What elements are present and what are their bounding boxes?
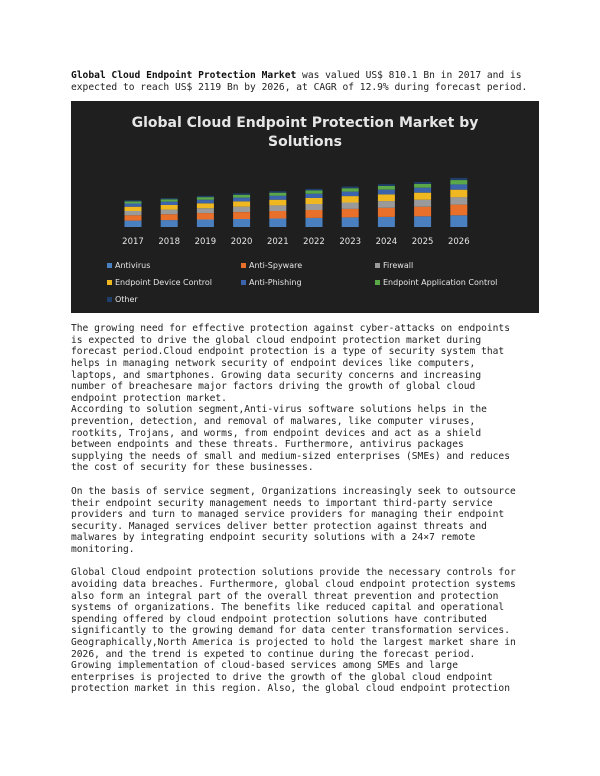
bar-2018-antivirus [161,220,178,227]
bar-2026-antivirus [450,215,467,227]
legend-swatch-5 [241,280,246,285]
bar-2022-endpoint-application-control [306,191,323,194]
bar-2017-other [125,200,142,201]
bar-2025-anti-spyware [414,207,431,217]
bar-2021-other [269,191,286,193]
bar-2022-endpoint-device-control [306,198,323,204]
bar-2020-firewall [233,207,250,212]
bar-2021-anti-spyware [269,211,286,219]
bar-2022-anti-phishing [306,194,323,198]
legend-swatch-1 [107,263,112,268]
bar-2018-endpoint-application-control [161,199,178,201]
intro-paragraph [71,70,541,93]
legend-label-5: Anti-Phishing [249,278,302,288]
x-tick-2025: 2025 [411,237,434,248]
legend-label-7: Other [115,295,138,305]
document-page [71,70,541,695]
x-tick-2018: 2018 [158,237,181,248]
bar-2021-firewall [269,205,286,211]
x-tick-2017: 2017 [122,237,144,248]
bar-2026-endpoint-device-control [450,190,467,198]
bar-2023-antivirus [342,218,359,228]
bar-2023-anti-spyware [342,209,359,218]
bar-2020-endpoint-device-control [233,202,250,207]
bar-2021-endpoint-application-control [269,193,286,196]
bar-2020-anti-phishing [233,198,250,202]
bar-2026-endpoint-application-control [450,180,467,184]
bar-2019-anti-phishing [197,200,214,204]
bar-2018-anti-spyware [161,214,178,220]
bar-2017-firewall [125,211,142,215]
bar-2022-firewall [306,204,323,210]
legend-label-4: Endpoint Device Control [115,278,212,288]
bar-2023-other [342,187,359,189]
bar-2020-other [233,194,250,195]
bar-2023-endpoint-device-control [342,196,359,202]
bar-2021-antivirus [269,219,286,228]
bar-2019-antivirus [197,220,214,228]
bar-2018-other [161,198,178,199]
bar-2026-firewall [450,197,467,205]
body-paragraph-2: On the basis of service segment, Organizations increasingly seek to outsource their endpoint security management needs to important third-party service providers and turn to managed service providers for managing their endpoint security. Managed services deliver better protection against threats and malwares by integrating endpoint security solutions with a 24×7 remote monitoring. [71,485,516,555]
bar-2017-anti-phishing [125,204,142,207]
bar-2025-endpoint-application-control [414,184,431,188]
legend-label-3: Firewall [383,261,414,271]
bar-2018-endpoint-device-control [161,205,178,210]
legend-swatch-2 [241,263,246,268]
legend-swatch-4 [107,280,112,285]
bar-2020-anti-spyware [233,212,250,219]
stacked-bar-chart [71,101,539,313]
bar-2019-firewall [197,208,214,213]
bar-2024-endpoint-device-control [378,195,395,202]
bar-2025-firewall [414,200,431,207]
bar-2019-endpoint-application-control [197,197,214,200]
bar-2020-antivirus [233,219,250,227]
market-name: Global Cloud Endpoint Protection Market [71,70,297,81]
legend-label-2: Anti-Spyware [249,261,303,271]
bar-2019-endpoint-device-control [197,203,214,208]
bar-2017-endpoint-application-control [125,202,142,204]
body-paragraph-1: The growing need for effective protection against cyber-attacks on endpoints is expected to drive the global cloud endpoint protection market during forecast period.Cloud endpoint protection is a type of security system that helps in managing network security of endpoint devices like computers, laptops, and smartphones. Growing data security concerns and increasing number of breachesare major factors driving the growth of global cloud endpoint protection market. According to solution segment,Anti-virus software solutions helps in the prevention, detection, and removal of malwares, like computer viruses, rootkits, Trojans, and worms, from endpoint devices and act as a shield between endpoints and these threats. Furthermore, antivirus packages supplying the needs of small and medium-sized enterprises (SMEs) and reduces the cost of security for these businesses. [71,323,510,474]
bar-2022-other [306,189,323,191]
x-tick-2020: 2020 [230,237,253,248]
x-tick-2023: 2023 [339,237,362,248]
bar-2020-endpoint-application-control [233,195,250,198]
bar-2019-other [197,196,214,197]
bar-2024-antivirus [378,217,395,227]
bar-2024-endpoint-application-control [378,186,395,190]
body-paragraph-3: Global Cloud endpoint protection solutions provide the necessary controls for avoiding data breaches. Furthermore, global cloud endpoint protection systems also form an integral part of the overall threat prevention and protection systems of organizations. The benefits like reduced capital and operational spending offered by cloud endpoint protection solutions have contributed significantly to the growing demand for data center transformation services. Geographically,North America is projected to hold the largest market share in 2026, and the trend is expeted to continue during the forecast period. Growing implementation of cloud-based services among SMEs and large enterprises is projected to drive the growth of the global cloud endpoint protection market in this region. Also, the global cloud endpoint protection [71,567,516,695]
bar-2021-endpoint-device-control [269,200,286,206]
legend-swatch-6 [375,280,380,285]
bar-2025-endpoint-device-control [414,193,431,200]
bar-2026-anti-spyware [450,205,467,216]
bar-2021-anti-phishing [269,196,286,200]
bar-2024-firewall [378,201,395,208]
intro-text: was valued US$ 810.1 Bn in 2017 and is expected to reach US$ 2119 Bn by 2026, at CAGR of 12.9% during forecast period. [71,70,528,93]
bar-2025-antivirus [414,216,431,227]
legend-swatch-3 [375,263,380,268]
bar-2026-anti-phishing [450,184,467,189]
bar-2023-endpoint-application-control [342,188,359,191]
bar-2018-anti-phishing [161,202,178,205]
chart-title-line-2: Solutions [268,134,342,151]
bar-2022-anti-spyware [306,210,323,218]
x-tick-2021: 2021 [266,237,289,248]
bar-2023-firewall [342,203,359,209]
bar-2025-anti-phishing [414,188,431,193]
legend-swatch-7 [107,297,112,302]
x-tick-2022: 2022 [303,237,325,248]
bar-2026-other [450,178,467,180]
bar-2019-anti-spyware [197,213,214,219]
bar-2017-anti-spyware [125,215,142,220]
market-chart [71,101,539,313]
bar-2025-other [414,182,431,184]
bar-2022-antivirus [306,218,323,227]
bar-2024-anti-spyware [378,208,395,217]
bar-2017-endpoint-device-control [125,207,142,211]
x-tick-2024: 2024 [375,237,398,248]
x-tick-2019: 2019 [194,237,217,248]
chart-title-line-1: Global Cloud Endpoint Protection Market by [131,115,479,132]
bar-2024-anti-phishing [378,190,395,195]
legend-label-6: Endpoint Application Control [383,278,498,288]
legend-label-1: Antivirus [115,261,151,271]
bar-2018-firewall [161,210,178,215]
bar-2023-anti-phishing [342,192,359,197]
x-tick-2026: 2026 [447,237,470,248]
bar-2017-antivirus [125,221,142,227]
bar-2024-other [378,184,395,186]
